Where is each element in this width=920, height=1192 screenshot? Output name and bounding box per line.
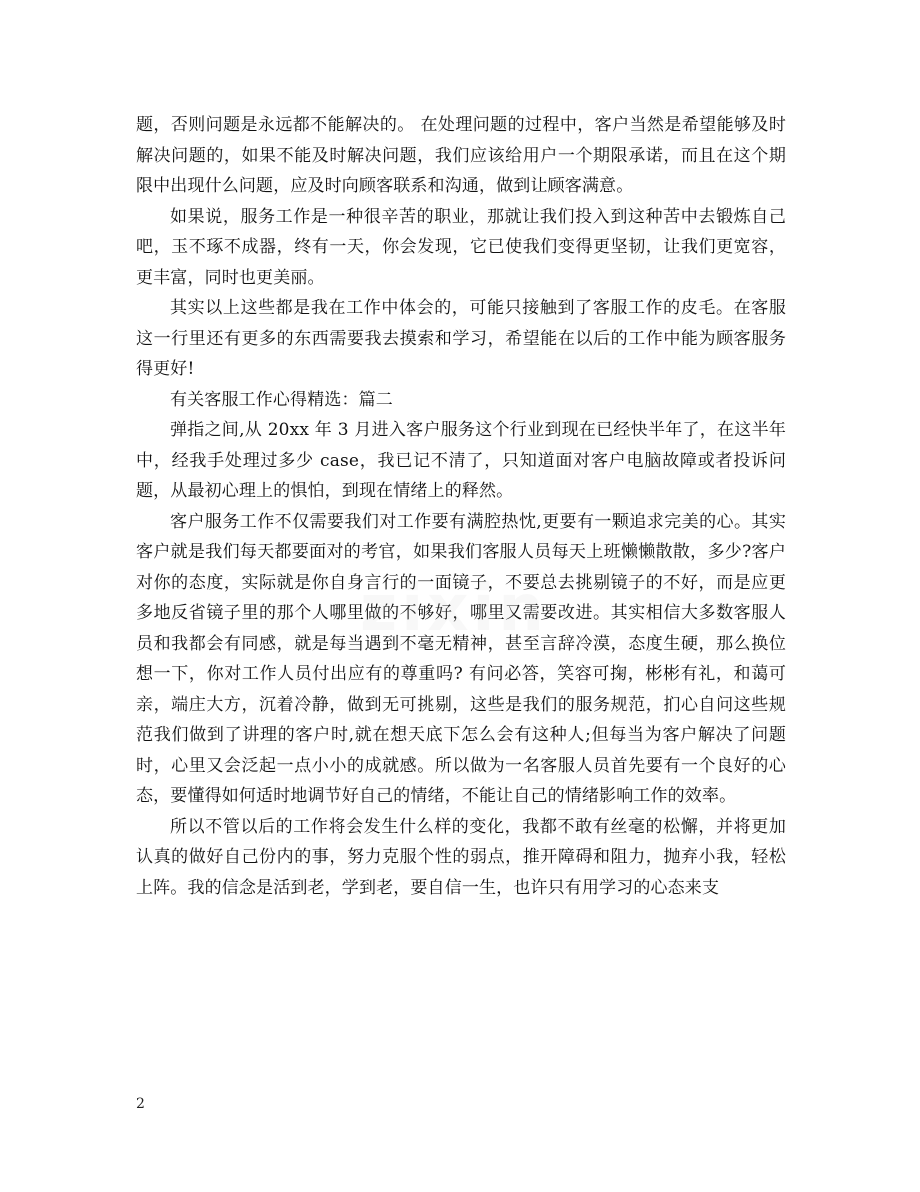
paragraph-2: 如果说，服务工作是一种很辛苦的职业，那就让我们投入到这种苦中去锻炼自己吧，玉不琢不成器，终有一天，你会发现，它已使我们变得更坚韧，让我们更宽容，更丰富，同时也更美丽。 (136, 206, 786, 288)
document-body (136, 110, 786, 903)
section-heading: 有关客服工作心得精选：篇二 (170, 389, 393, 410)
watermark-logo: zixin (360, 572, 548, 646)
paragraph-6: 所以不管以后的工作将会发生什么样的变化，我都不敢有丝毫的松懈，并将更加认真的做好自己份内的事，努力克服个性的弱点，推开障碍和阻力，抛弃小我，轻松上阵。我的信念是活到老，学到老，要自信一生，也许只有用学习的心态来支 (136, 816, 786, 898)
page-number: 2 (136, 1096, 145, 1112)
paragraph-3: 其实以上这些都是我在工作中体会的，可能只接触到了客服工作的皮毛。在客服这一行里还有更多的东西需要我去摸索和学习，希望能在以后的工作中能为顾客服务得更好! (136, 298, 786, 379)
paragraph-4: 弹指之间,从 20xx 年 3 月进入客户服务这个行业到现在已经快半年了，在这半年中，经我手处理过多少 case，我已记不清了，只知道面对客户电脑故障或者投诉问题，从最初心理上的惧怕，到现在情绪上的释然。 (136, 420, 786, 501)
paragraph-1: 题，否则问题是永远都不能解决的。 在处理问题的过程中，客户当然是希望能够及时解决问题的，如果不能及时解决问题，我们应该给用户一个期限承诺，而且在这个期限中出现什么问题，应及时向顾客联系和沟通，做到让顾客满意。 (136, 115, 786, 196)
paragraph-5: 客户服务工作不仅需要我们对工作要有满腔热忱,更要有一颗追求完美的心。其实客户就是我们每天都要面对的考官，如果我们客服人员每天上班懒懒散散，多少?客户对你的态度，实际就是你自身言行的一面镜子，不要总去挑剔镜子的不好，而是应更多地反省镜子里的那个人哪里做的不够好，哪里又需要改进。其实相信大多数客服人员和我都会有同感，就是每当遇到不毫无精神，甚至言辞冷漠，态度生硬，那么换位想一下，你对工作人员付出应有的尊重吗? 有问必答，笑容可掬，彬彬有礼，和蔼可亲，端庄大方，沉着冷静，做到无可挑剔，这些是我们的服务规范，扪心自问这些规范我们做到了讲理的客户时,就在想天底下怎么会有这种人;但每当为客户解决了问题时，心里又会泛起一点小小的成就感。所以做为一名客服人员首先要有一个良好的心态，要懂得如何适时地调节好自己的情绪，不能让自己的情绪影响工作的效率。 (136, 511, 786, 806)
